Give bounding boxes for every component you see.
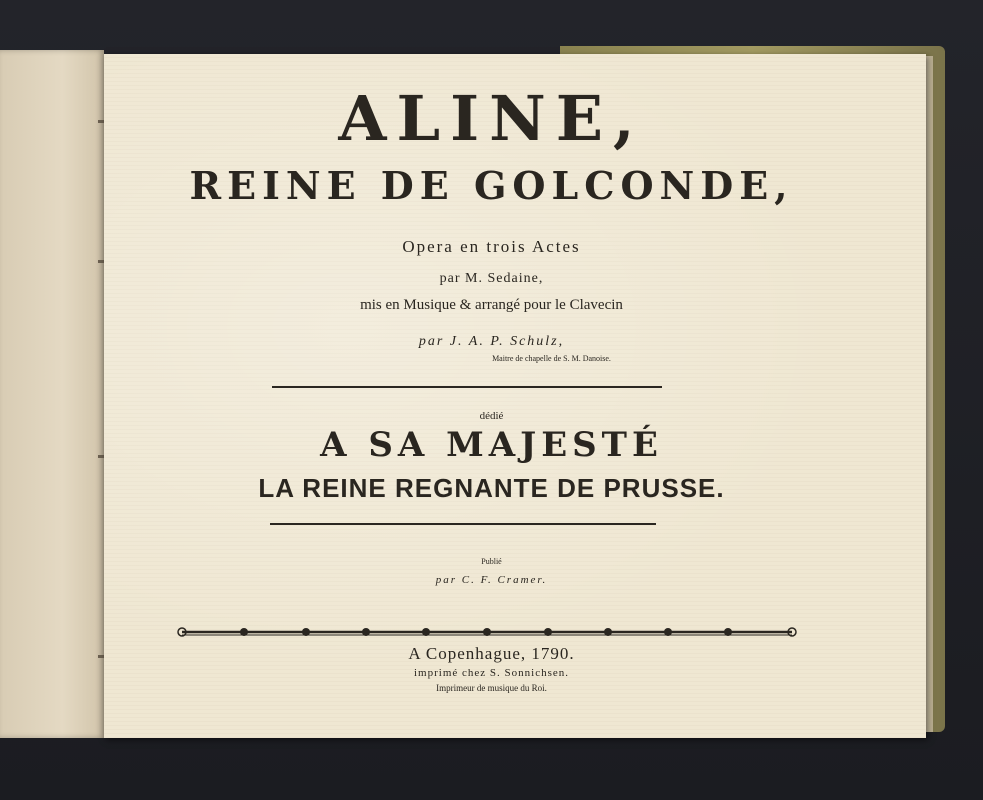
librettist-line: par M. Sedaine, bbox=[439, 271, 544, 286]
ornamental-rule bbox=[176, 620, 798, 644]
place-date: A Copenhague, 1790. bbox=[408, 644, 575, 663]
printer-title: Imprimeur de musique du Roi. bbox=[436, 683, 547, 693]
dedication-label: dédié bbox=[479, 410, 504, 422]
publisher-line: par C. F. Cramer. bbox=[435, 574, 548, 586]
genre-line: Opera en trois Actes bbox=[402, 237, 581, 256]
published-label: Publié bbox=[481, 557, 502, 566]
subtitle: REINE DE GOLCONDE, bbox=[189, 163, 794, 208]
dedication-line-1: A SA MAJESTÉ bbox=[320, 425, 663, 465]
divider-rule bbox=[270, 523, 656, 525]
printer-line: imprimé chez S. Sonnichsen. bbox=[413, 667, 569, 679]
arrangement-line: mis en Musique & arrangé pour le Clavecin bbox=[360, 297, 623, 313]
composer-title: Maitre de chapelle de S. M. Danoise. bbox=[492, 354, 611, 363]
title: ALINE, bbox=[338, 82, 645, 155]
divider-rule bbox=[272, 386, 662, 388]
dedication-line-2: LA REINE REGNANTE DE PRUSSE. bbox=[258, 473, 725, 503]
composer-line: par J. A. P. Schulz, bbox=[418, 334, 565, 349]
